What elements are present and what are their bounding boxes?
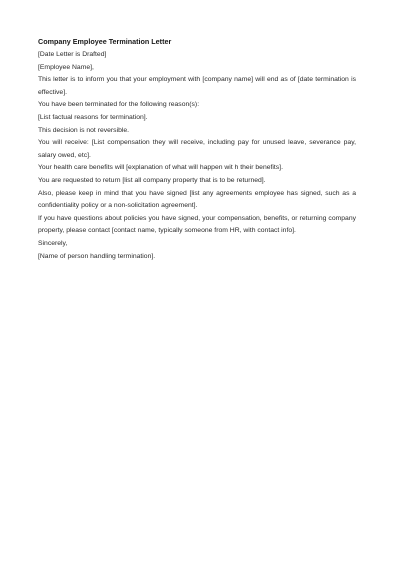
letter-reasons: [List factual reasons for termination]. — [38, 113, 148, 121]
letter-not-reversible: This decision is not reversible. — [38, 126, 130, 134]
letter-salutation: [Employee Name], — [38, 63, 94, 71]
letter-agreements: Also, please keep in mind that you have signed [list any agreements employee has signed, such as a confidentiality policy or a non-solicitation agreement]. — [38, 189, 356, 210]
termination-letter — [38, 37, 356, 263]
letter-health-benefits: Your health care benefits will [explanation of what will happen wit h their benefits]. — [38, 164, 283, 172]
letter-reasons-heading: You have been terminated for the following reason(s): — [38, 101, 200, 109]
letter-closing: Sincerely, — [38, 239, 68, 247]
letter-return-property: You are requested to return [list all company property that is to be returned]. — [38, 176, 266, 184]
letter-compensation: You will receive: [List compensation they will receive, including pay for unused leave, severance pay, salary owed, etc]. — [38, 139, 356, 159]
letter-intro: This letter is to inform you that your employment with [company name] will end as of [date termination is effective]. — [38, 76, 356, 96]
letter-signature-name: [Name of person handling termination]. — [38, 252, 156, 260]
letter-date: [Date Letter is Drafted] — [38, 51, 107, 58]
letter-title: Company Employee Termination Letter — [38, 37, 172, 46]
letter-contact: If you have questions about policies you have signed, your compensation, benefits, or returning company property, please contact [contact name, typically someone from HR, with contact info]. — [38, 214, 356, 235]
